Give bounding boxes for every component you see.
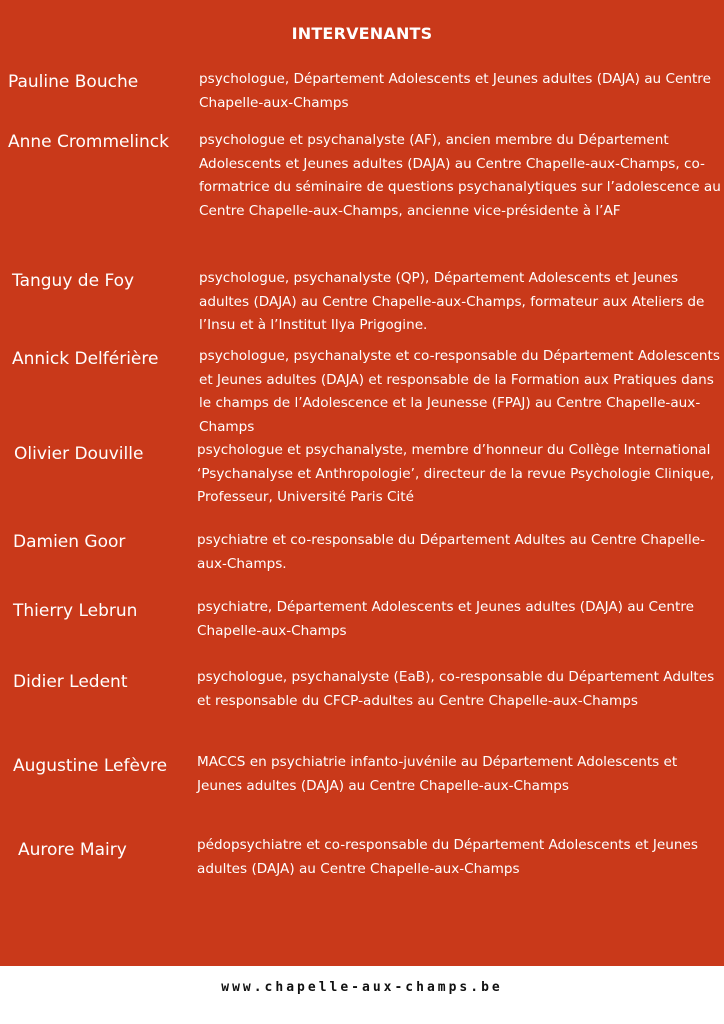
speaker-description: psychologue, psychanalyste (QP), Département Adolescents et Jeunes adultes (DAJA) au Centre Chapelle-aux-Champs, formateur aux Ateliers de l’Insu et à l’Institut Ilya Prigogine. <box>199 270 705 333</box>
speaker-description: psychologue, psychanalyste (EaB), co-responsable du Département Adultes et responsable du CFCP-adultes au Centre Chapelle-aux-Champs <box>197 669 715 709</box>
speaker-description: MACCS en psychiatrie infanto-juvénile au Département Adolescents et Jeunes adultes (DAJA) au Centre Chapelle-aux-Champs <box>197 754 678 794</box>
speaker-name: Annick Delférière <box>12 349 159 369</box>
speaker-name: Pauline Bouche <box>8 72 139 92</box>
website-url[interactable]: www.chapelle-aux-champs.be <box>221 980 503 995</box>
speaker-description: psychologue et psychanalyste, membre d’honneur du Collège International ‘Psychanalyse et Anthropologie’, directeur de la revue Psychologie Clinique, Professeur, Université Paris Cité <box>197 442 715 505</box>
speaker-description: psychiatre, Département Adolescents et Jeunes adultes (DAJA) au Centre Chapelle-aux-Champs <box>197 599 695 639</box>
speaker-name: Didier Ledent <box>13 672 128 692</box>
speaker-name: Aurore Mairy <box>18 840 127 860</box>
speaker-description: psychologue, Département Adolescents et Jeunes adultes (DAJA) au Centre Chapelle-aux-Champs <box>199 71 711 111</box>
speaker-name: Thierry Lebrun <box>13 601 138 621</box>
page-title: INTERVENANTS <box>291 24 433 43</box>
speaker-name: Anne Crommelinck <box>8 132 169 152</box>
speaker-name: Augustine Lefèvre <box>13 756 168 776</box>
speaker-description: psychologue, psychanalyste et co-responsable du Département Adolescents et Jeunes adultes (DAJA) et responsable de la Formation aux Pratiques dans le champs de l’Adolescence et la Jeunesse (FPAJ) au Centre Chapelle-aux-Champs <box>199 348 720 435</box>
speaker-description: psychologue et psychanalyste (AF), ancien membre du Département Adolescents et Jeunes adultes (DAJA) au Centre Chapelle-aux-Champs, co-formatrice du séminaire de questions psychanalytiques sur l’adolescence au Centre Chapelle-aux-Champs, ancienne vice-présidente à l’AF <box>199 132 721 219</box>
speaker-description: psychiatre et co-responsable du Département Adultes au Centre Chapelle-aux-Champs. <box>197 532 705 572</box>
speaker-name: Tanguy de Foy <box>12 271 135 291</box>
speaker-description: pédopsychiatre et co-responsable du Département Adolescents et Jeunes adultes (DAJA) au Centre Chapelle-aux-Champs <box>197 837 698 877</box>
speaker-name: Damien Goor <box>13 532 126 552</box>
speaker-name: Olivier Douville <box>14 444 144 464</box>
